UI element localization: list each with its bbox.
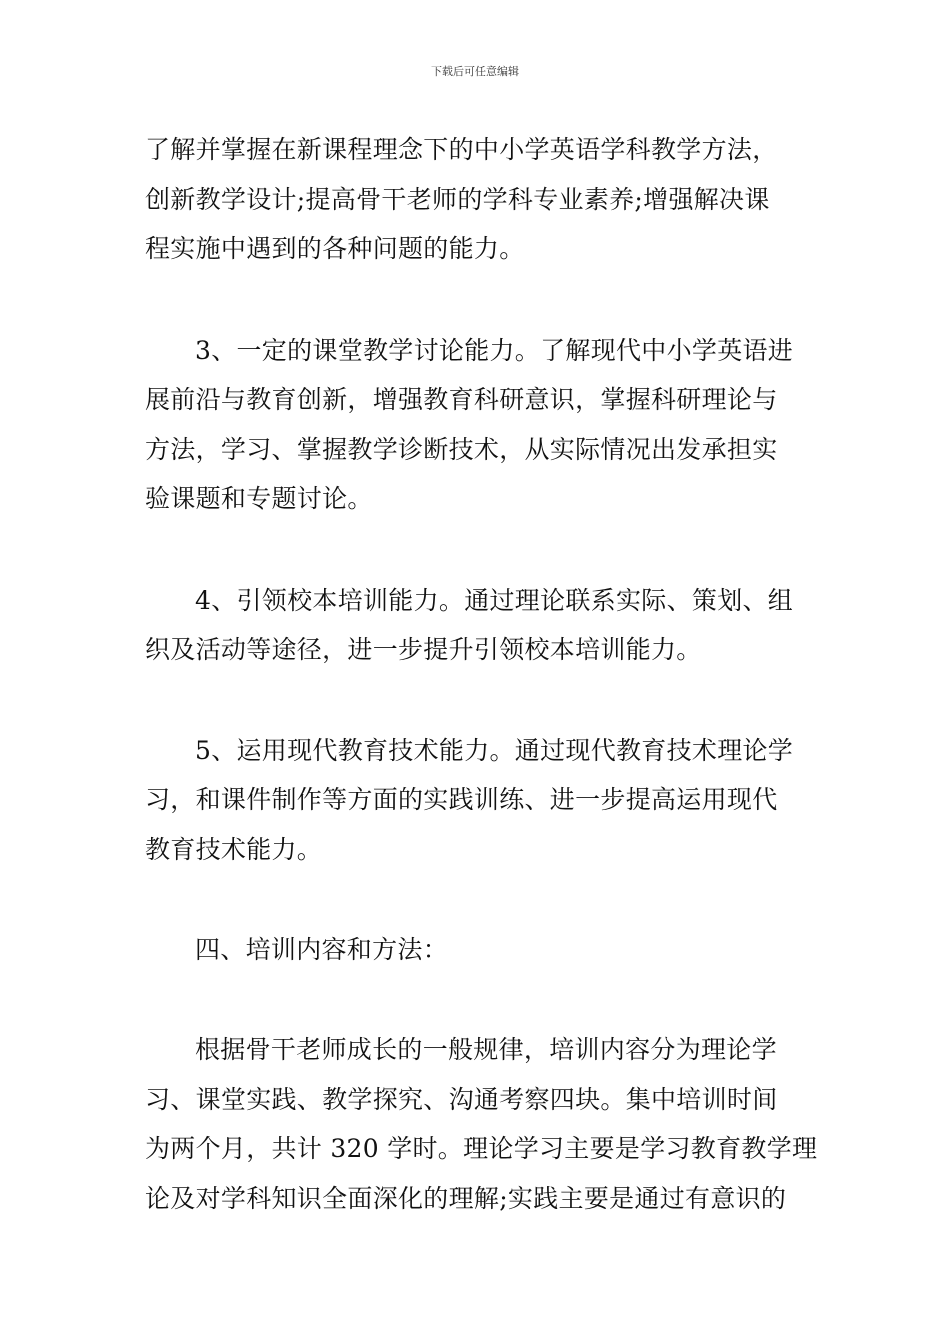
text-line: 论及对学科知识全面深化的理解;实践主要是通过有意识的 bbox=[145, 1184, 787, 1213]
text-line: 织及活动等途径，进一步提升引领校本培训能力。 bbox=[145, 635, 702, 664]
text-line: 4、引领校本培训能力。通过理论联系实际、策划、组 bbox=[195, 586, 794, 615]
text-line: 5、运用现代教育技术能力。通过现代教育技术理论学 bbox=[195, 736, 794, 765]
text-line: 3、一定的课堂教学讨论能力。了解现代中小学英语进 bbox=[195, 336, 794, 365]
text-line: 习、课堂实践、教学探究、沟通考察四块。集中培训时间 bbox=[145, 1085, 778, 1114]
text-line: 根据骨干老师成长的一般规律，培训内容分为理论学 bbox=[195, 1035, 777, 1064]
text-line: 展前沿与教育创新，增强教育科研意识，掌握科研理论与 bbox=[145, 385, 778, 414]
text-line: 验课题和专题讨论。 bbox=[145, 484, 373, 513]
text-line: 方法，学习、掌握教学诊断技术，从实际情况出发承担实 bbox=[145, 435, 778, 464]
text-line: 为两个月，共计 320 学时。理论学习主要是学习教育教学理 bbox=[145, 1134, 818, 1163]
text-line: 教育技术能力。 bbox=[145, 835, 323, 864]
page-header: 下载后可任意编辑 bbox=[431, 65, 519, 78]
text-line: 创新教学设计;提高骨干老师的学科专业素养;增强解决课 bbox=[145, 185, 770, 214]
text-line: 习，和课件制作等方面的实践训练、进一步提高运用现代 bbox=[145, 785, 778, 814]
text-line: 了解并掌握在新课程理念下的中小学英语学科教学方法， bbox=[145, 135, 778, 164]
section-heading: 四、培训内容和方法： bbox=[195, 935, 449, 964]
text-line: 程实施中遇到的各种问题的能力。 bbox=[145, 234, 525, 263]
